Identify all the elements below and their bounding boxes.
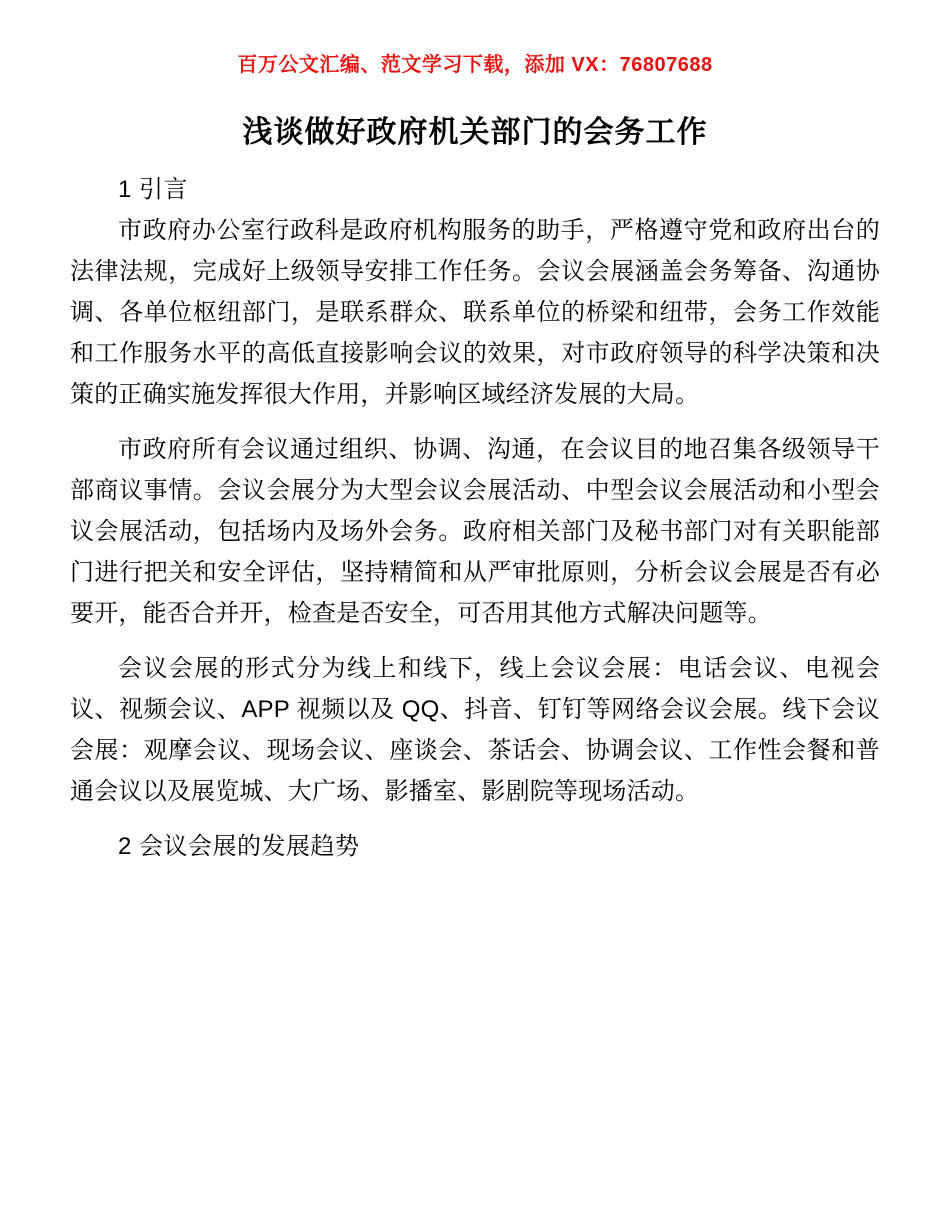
paragraph: 市政府所有会议通过组织、协调、沟通，在会议目的地召集各级领导干部商议事情。会议会展分为大型会议会展活动、中型会议会展活动和小型会议会展活动，包括场内及场外会务。政府相关部门及秘书部门对有关职能部门进行把关和安全评估，坚持精简和从严审批原则，分析会议会展是否有必要开，能否合并开，检查是否安全，可否用其他方式解决问题等。: [70, 436, 880, 627]
section-heading-1: 1 引言: [118, 176, 189, 203]
watermark-text: 百万公文汇编、范文学习下载，添加 VX：76807688: [237, 54, 713, 76]
paragraph: 市政府办公室行政科是政府机构服务的助手，严格遵守党和政府出台的法律法规，完成好上级领导安排工作任务。会议会展涵盖会务筹备、沟通协调、各单位枢纽部门，是联系群众、联系单位的桥梁和纽带，会务工作效能和工作服务水平的高低直接影响会议的效果，对市政府领导的科学决策和决策的正确实施发挥很大作用，并影响区域经济发展的大局。: [70, 217, 880, 408]
paragraph: 会议会展的形式分为线上和线下，线上会议会展：电话会议、电视会议、视频会议、APP 视频以及 QQ、抖音、钉钉等网络会议会展。线下会议会展：观摩会议、现场会议、座谈会、茶话会、协调会议、工作性会餐和普通会议以及展览城、大广场、影播室、影剧院等现场活动。: [70, 655, 880, 805]
page-title: 浅谈做好政府机关部门的会务工作: [242, 116, 708, 149]
section-heading-2: 2 会议会展的发展趋势: [118, 833, 360, 860]
